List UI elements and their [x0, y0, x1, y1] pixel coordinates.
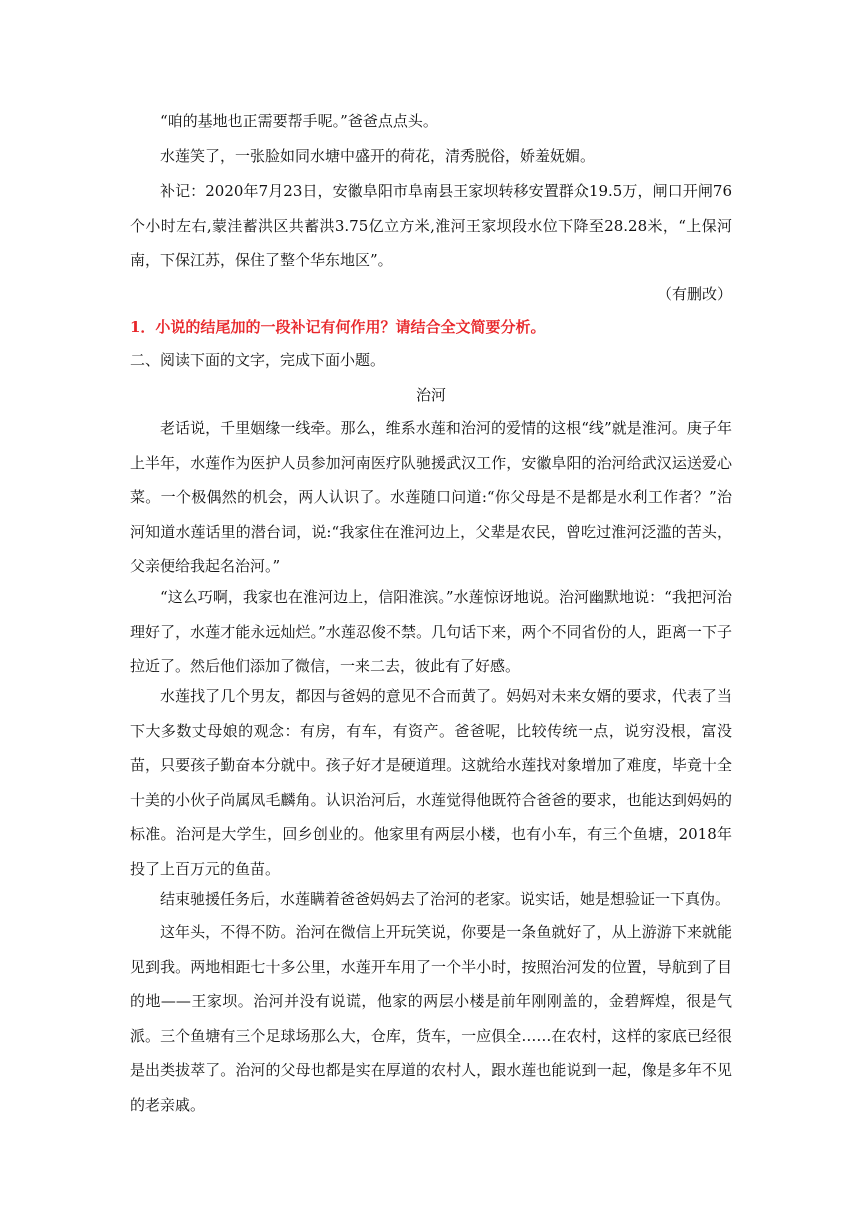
- paragraph-postscript: 补记：2020年7月23日，安徽阜阳市阜南县王家坝转移安置群众19.5万，闸口开闸76个小时左右,蒙洼蓄洪区共蓄洪3.75亿立方米,淮河王家坝段水位下降至28.28米，“上保河南，下保江苏，保住了整个华东地区”。: [130, 182, 732, 269]
- story-paragraph-5: 这年头，不得不防。治河在微信上开玩笑说，你要是一条鱼就好了，从上游游下来就能见到我。两地相距七十多公里，水莲开车用了一个半小时，按照治河发的位置，导航到了目的地——王家坝。治河并没有说谎，他家的两层小楼是前年刚刚盖的，金碧辉煌，很是气派。三个鱼塘有三个足球场那么大，仓库，货车，一应俱全……在农村，这样的家底已经很是出类拔萃了。治河的父母也都是实在厚道的农村人，跟水莲也能说到一起，像是多年不见的老亲戚。: [130, 923, 732, 1114]
- source-note: （有删改）: [656, 285, 732, 303]
- paragraph-smile: 水莲笑了，一张脸如同水塘中盛开的荷花，清秀脱俗，娇羞妩媚。: [160, 147, 596, 165]
- question-1: 1．小说的结尾加的一段补记有何作用？请结合全文简要分析。: [130, 318, 546, 336]
- story-paragraph-2: “这么巧啊，我家也在淮河边上，信阳淮滨。”水莲惊讶地说。治河幽默地说：“我把河治理好了，水莲才能永远灿烂。”水莲忍俊不禁。几句话下来，两个不同省份的人，距离一下子拉近了。然后他们添加了微信，一来二去，彼此有了好感。: [130, 588, 732, 675]
- story-paragraph-4: 结束驰援任务后，水莲瞒着爸爸妈妈去了治河的老家。说实话，她是想验证一下真伪。: [160, 890, 731, 908]
- story-paragraph-1: 老话说，千里姻缘一线牵。那么，维系水莲和治河的爱情的这根“线”就是淮河。庚子年上半年，水莲作为医护人员参加河南医疗队驰援武汉工作，安徽阜阳的治河给武汉运送爱心菜。一个极偶然的机会，两人认识了。水莲随口问道:“你父母是不是都是水利工作者？”治河知道水莲话里的潜台词，说:“我家住在淮河边上，父辈是农民，曾吃过淮河泛滥的苦头，父亲便给我起名治河。”: [130, 419, 732, 575]
- story-title: 治河: [415, 386, 446, 404]
- section-2-heading: 二、阅读下面的文字，完成下面小题。: [130, 351, 386, 369]
- paragraph-dialogue: “咱的基地也正需要帮手呢。”爸爸点点头。: [160, 112, 438, 130]
- story-paragraph-3: 水莲找了几个男友，都因与爸妈的意见不合而黄了。妈妈对未来女婿的要求，代表了当下大多数丈母娘的观念：有房，有车，有资产。爸爸呢，比较传统一点，说穷没根，富没苗，只要孩子勤奋本分就中。孩子好才是硬道理。这就给水莲找对象增加了难度，毕竟十全十美的小伙子尚属凤毛麟角。认识治河后，水莲觉得他既符合爸爸的要求，也能达到妈妈的标准。治河是大学生，回乡创业的。他家里有两层小楼，也有小车，有三个鱼塘，2018年投了上百万元的鱼苗。: [130, 687, 732, 878]
